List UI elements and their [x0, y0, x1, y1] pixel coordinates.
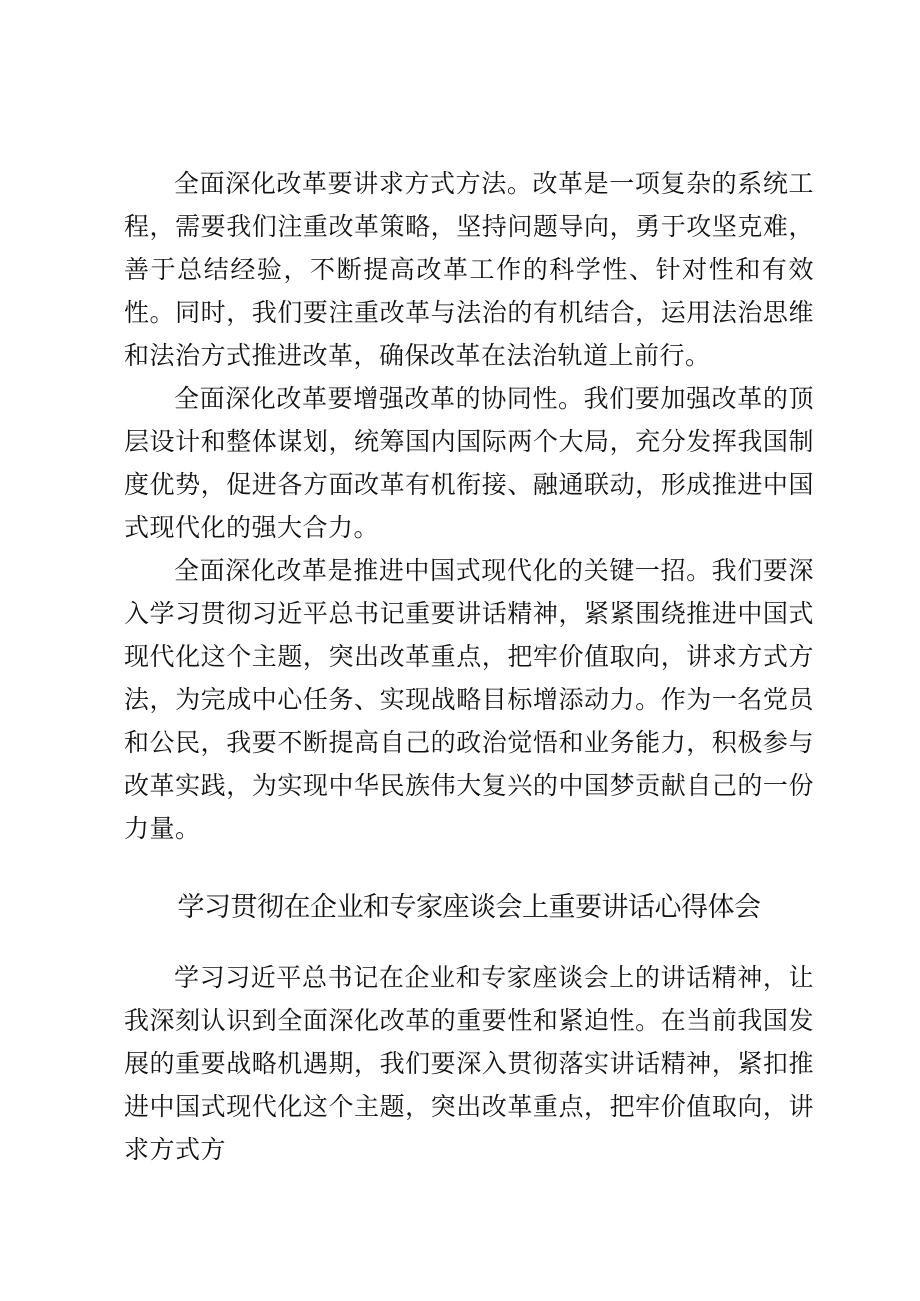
- section-heading: 学习贯彻在企业和专家座谈会上重要讲话心得体会: [177, 892, 761, 923]
- document-body: [124, 162, 814, 1171]
- paragraph-coordination: 全面深化改革要增强改革的协同性。我们要加强改革的顶层设计和整体谋划，统筹国内国际两个大局，充分发挥我国制度优势，促进各方面改革有机衔接、融通联动，形成推进中国式现代化的强大合力。: [124, 384, 814, 542]
- paragraph-methods: 全面深化改革要讲求方式方法。改革是一项复杂的系统工程，需要我们注重改革策略，坚持问题导向，勇于攻坚克难，善于总结经验，不断提高改革工作的科学性、针对性和有效性。同时，我们要注重改革与法治的有机结合，运用法治思维和法治方式推进改革，确保改革在法治轨道上前行。: [124, 169, 814, 370]
- paragraph-study: 学习习近平总书记在企业和专家座谈会上的讲话精神，让我深刻认识到全面深化改革的重要性和紧迫性。在当前我国发展的重要战略机遇期，我们要深入贯彻落实讲话精神，紧扣推进中国式现代化这个主题，突出改革重点，把牢价值取向，讲求方式方: [124, 963, 814, 1164]
- paragraph-key-move: 全面深化改革是推进中国式现代化的关键一招。我们要深入学习贯彻习近平总书记重要讲话精神，紧紧围绕推进中国式现代化这个主题，突出改革重点，把牢价值取向，讲求方式方法，为完成中心任务、实现战略目标增添动力。作为一名党员和公民，我要不断提高自己的政治觉悟和业务能力，积极参与改革实践，为实现中华民族伟大复兴的中国梦贡献自己的一份力量。: [124, 556, 814, 843]
